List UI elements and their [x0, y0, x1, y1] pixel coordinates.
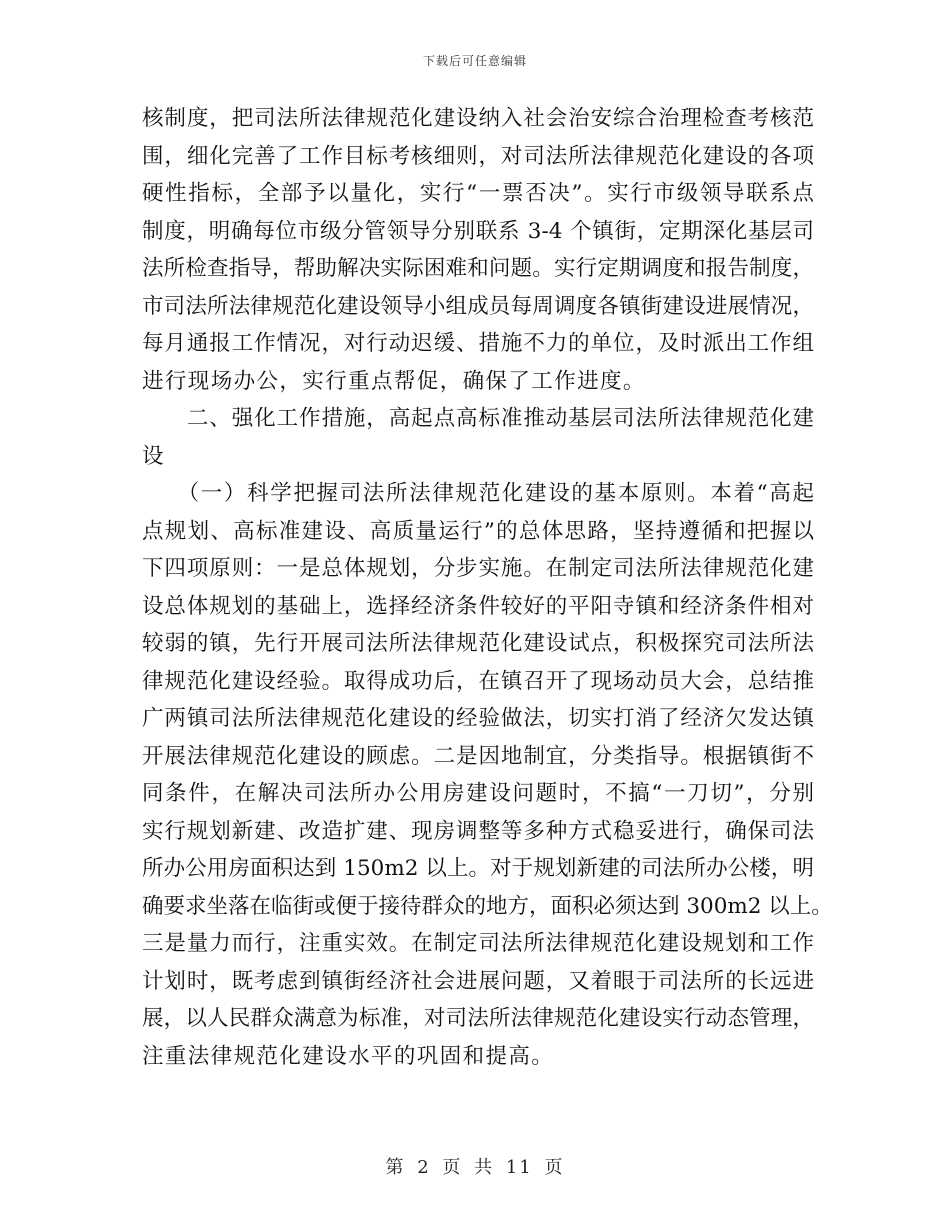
body-line: 点规划、高标准建设、高质量运行”的总体思路，坚持遵循和把握以	[142, 518, 814, 544]
body-line: 广两镇司法所法律规范化建设的经验做法，切实打消了经济欠发达镇	[142, 706, 814, 731]
body-line: 同条件，在解决司法所办公用房建设问题时，不搞“一刀切”，分别	[142, 781, 814, 806]
body-line: 法所检查指导，帮助解决实际困难和问题。实行定期调度和报告制度，	[142, 256, 814, 281]
body-line: 计划时，既考虑到镇街经济社会进展问题，又着眼于司法所的长远进	[142, 968, 814, 994]
page-footer: 第 2 页 共 11 页	[385, 1157, 565, 1178]
body-line: 下四项原则：一是总体规划，分步实施。在制定司法所法律规范化建	[142, 556, 814, 581]
body-line: 核制度，把司法所法律规范化建设纳入社会治安综合治理检查考核范	[142, 106, 814, 131]
body-line: 较弱的镇，先行开展司法所法律规范化建设试点，积极探究司法所法	[142, 631, 814, 656]
body-line: 市司法所法律规范化建设领导小组成员每周调度各镇街建设进展情况，	[142, 293, 814, 319]
body-line: 进行现场办公，实行重点帮促，确保了工作进度。	[142, 368, 646, 394]
body-line: 三是量力而行，注重实效。在制定司法所法律规范化建设规划和工作	[142, 931, 814, 956]
body-line: 围，细化完善了工作目标考核细则，对司法所法律规范化建设的各项	[142, 143, 814, 169]
body-line: 所办公用房面积达到 150m2 以上。对于规划新建的司法所办公楼，明	[142, 856, 814, 881]
body-line: 制度，明确每位市级分管领导分别联系 3-4 个镇街，定期深化基层司	[142, 218, 814, 244]
body-line: 硬性指标，全部予以量化，实行“一票否决”。实行市级领导联系点	[142, 181, 814, 206]
body-line: 实行规划新建、改造扩建、现房调整等多种方式稳妥进行，确保司法	[142, 818, 814, 844]
body-line: 律规范化建设经验。取得成功后，在镇召开了现场动员大会，总结推	[142, 668, 814, 694]
page-header: 下载后可任意编辑	[422, 54, 527, 68]
section-heading-line: 二、强化工作措施，高起点高标准推动基层司法所法律规范化建	[142, 406, 814, 431]
body-line: 确要求坐落在临街或便于接待群众的地方，面积必须达到 300m2 以上。	[142, 893, 833, 919]
body-line: 每月通报工作情况，对行动迟缓、措施不力的单位，及时派出工作组	[142, 331, 814, 356]
body-line: 注重法律规范化建设水平的巩固和提高。	[142, 1043, 555, 1069]
body-line: 开展法律规范化建设的顾虑。二是因地制宜，分类指导。根据镇街不	[142, 743, 814, 769]
section-heading-line: 设	[142, 443, 165, 469]
document-body	[142, 100, 833, 1075]
body-line: 展，以人民群众满意为标准，对司法所法律规范化建设实行动态管理，	[142, 1006, 814, 1031]
body-line: 设总体规划的基础上，选择经济条件较好的平阳寺镇和经济条件相对	[142, 593, 814, 619]
subsection-heading-line: （一）科学把握司法所法律规范化建设的基本原则。本着“高起	[142, 481, 814, 506]
